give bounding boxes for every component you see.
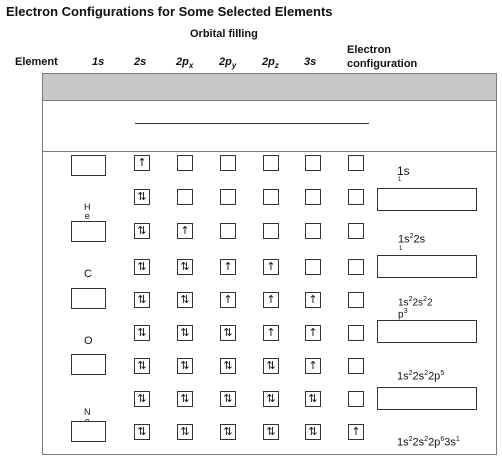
orbital-box-row7-2py[interactable]: ⇅ (220, 358, 236, 374)
orbital-box-row1-2px[interactable] (177, 155, 193, 171)
orbital-box-row6-2px[interactable]: ⇅ (177, 325, 193, 341)
orbital-box-row4-2pz[interactable]: ↑ (263, 259, 279, 275)
col-header-2pz: $2p_z$ (262, 56, 279, 71)
orbital-box-row7-3s[interactable]: ↑ (305, 358, 321, 374)
orbital-box-row5-2px[interactable]: ⇅ (177, 292, 193, 308)
orbital-box-row2-extra[interactable] (348, 189, 364, 205)
col-header-2py: $2p_y$ (219, 56, 237, 71)
element-answer-box-n[interactable] (71, 288, 106, 309)
element-label-o: O (84, 335, 93, 347)
orbital-box-row6-2py[interactable]: ⇅ (220, 325, 236, 341)
orbital-box-row1-2pz[interactable] (263, 155, 279, 171)
orbital-filling-heading: Orbital filling (190, 28, 258, 40)
orbital-box-row9-2pz[interactable]: ⇅ (263, 424, 279, 440)
config-n-line1: $1s^22s^22$ (398, 296, 433, 309)
orbital-box-row7-2px[interactable]: ⇅ (177, 358, 193, 374)
orbital-box-row5-3s[interactable]: ↑ (305, 292, 321, 308)
orbital-box-row4-2py[interactable]: ↑ (220, 259, 236, 275)
page-title: Electron Configurations for Some Selected Elements (6, 4, 333, 19)
col-header-3s: 3s (304, 56, 317, 68)
config-li: $1s^22s$ (398, 233, 426, 246)
col-header-2px: $2p_x$ (176, 56, 194, 71)
orbital-box-row4-extra[interactable] (348, 259, 364, 275)
config-h-sub: 1 (398, 177, 402, 183)
orbital-box-row1-3s[interactable] (305, 155, 321, 171)
element-answer-box-na[interactable] (71, 421, 106, 442)
orbital-box-row6-2pz[interactable]: ↑ (263, 325, 279, 341)
config-answer-box-he[interactable] (377, 188, 477, 211)
orbital-box-row8-2py[interactable]: ⇅ (220, 391, 236, 407)
element-label-he: H e (84, 202, 91, 221)
orbital-box-row8-3s[interactable]: ⇅ (305, 391, 321, 407)
electron-configuration-header: Electron configuration (347, 44, 418, 70)
element-label-ne: N (84, 407, 91, 417)
orbital-box-row5-extra[interactable] (348, 292, 364, 308)
orbital-box-row2-3s[interactable] (305, 189, 321, 205)
orbital-box-row3-3s[interactable] (305, 223, 321, 239)
orbital-box-row7-extra[interactable] (348, 358, 364, 374)
orbital-box-row8-2s[interactable]: ⇅ (134, 391, 150, 407)
orbital-box-row3-2pz[interactable] (263, 223, 279, 239)
config-li-sub: 1 (399, 246, 403, 252)
element-label-c: C (84, 268, 92, 280)
orbital-box-row9-2s[interactable]: ⇅ (134, 424, 150, 440)
orbital-box-row3-2px[interactable]: ↑ (177, 223, 193, 239)
orbital-box-row9-extra[interactable]: ↑ (348, 424, 364, 440)
config-answer-box-ne[interactable] (377, 387, 477, 410)
orbital-box-row8-2pz[interactable]: ⇅ (263, 391, 279, 407)
col-header-1s: 1s (92, 56, 105, 68)
orbital-box-row6-extra[interactable] (348, 325, 364, 341)
orbital-box-row4-3s[interactable] (305, 259, 321, 275)
orbital-box-row2-2py[interactable] (220, 189, 236, 205)
orbital-box-row1-2s[interactable]: ↑ (134, 155, 150, 171)
orbital-box-row5-2pz[interactable]: ↑ (263, 292, 279, 308)
orbital-box-row6-3s[interactable]: ↑ (305, 325, 321, 341)
orbital-box-row2-2pz[interactable] (263, 189, 279, 205)
config-n-line2: $p^3$ (398, 308, 408, 321)
orbital-box-row5-2py[interactable]: ↑ (220, 292, 236, 308)
orbital-box-row3-2s[interactable]: ⇅ (134, 223, 150, 239)
orbital-box-row1-extra[interactable] (348, 155, 364, 171)
orbital-box-row9-3s[interactable]: ⇅ (305, 424, 321, 440)
orbital-box-row2-2s[interactable]: ⇅ (134, 189, 150, 205)
orbital-box-row5-2s[interactable]: ⇅ (134, 292, 150, 308)
orbital-box-row1-2py[interactable] (220, 155, 236, 171)
config-f: $1s^22s^22p^5$ (397, 370, 445, 383)
element-answer-box-li[interactable] (71, 221, 106, 242)
header-gray-band (43, 74, 496, 101)
orbital-box-row4-2s[interactable]: ⇅ (134, 259, 150, 275)
orbital-box-row3-extra[interactable] (348, 223, 364, 239)
col-header-2s: 2s (134, 56, 147, 68)
element-column-header: Element (15, 56, 58, 68)
element-answer-box-h[interactable] (71, 155, 106, 176)
orbital-box-row8-2px[interactable]: ⇅ (177, 391, 193, 407)
section-separator (43, 151, 496, 152)
orbital-box-row2-2px[interactable] (177, 189, 193, 205)
config-na: $1s^22s^22p^63s^1$ (397, 436, 460, 449)
orbital-box-row8-extra[interactable] (348, 391, 364, 407)
orbital-box-row9-2py[interactable]: ⇅ (220, 424, 236, 440)
config-answer-box-o[interactable] (377, 320, 477, 343)
orbital-box-row9-2px[interactable]: ⇅ (177, 424, 193, 440)
orbital-box-row3-2py[interactable] (220, 223, 236, 239)
orbital-box-row7-2s[interactable]: ⇅ (134, 358, 150, 374)
orbital-box-row4-2px[interactable]: ⇅ (177, 259, 193, 275)
config-h: 1s (397, 164, 410, 178)
element-answer-box-f[interactable] (71, 354, 106, 375)
config-answer-box-c[interactable] (377, 255, 477, 278)
orbital-box-row7-2pz[interactable]: ⇅ (263, 358, 279, 374)
divider-line (135, 123, 369, 124)
orbital-box-row6-2s[interactable]: ⇅ (134, 325, 150, 341)
